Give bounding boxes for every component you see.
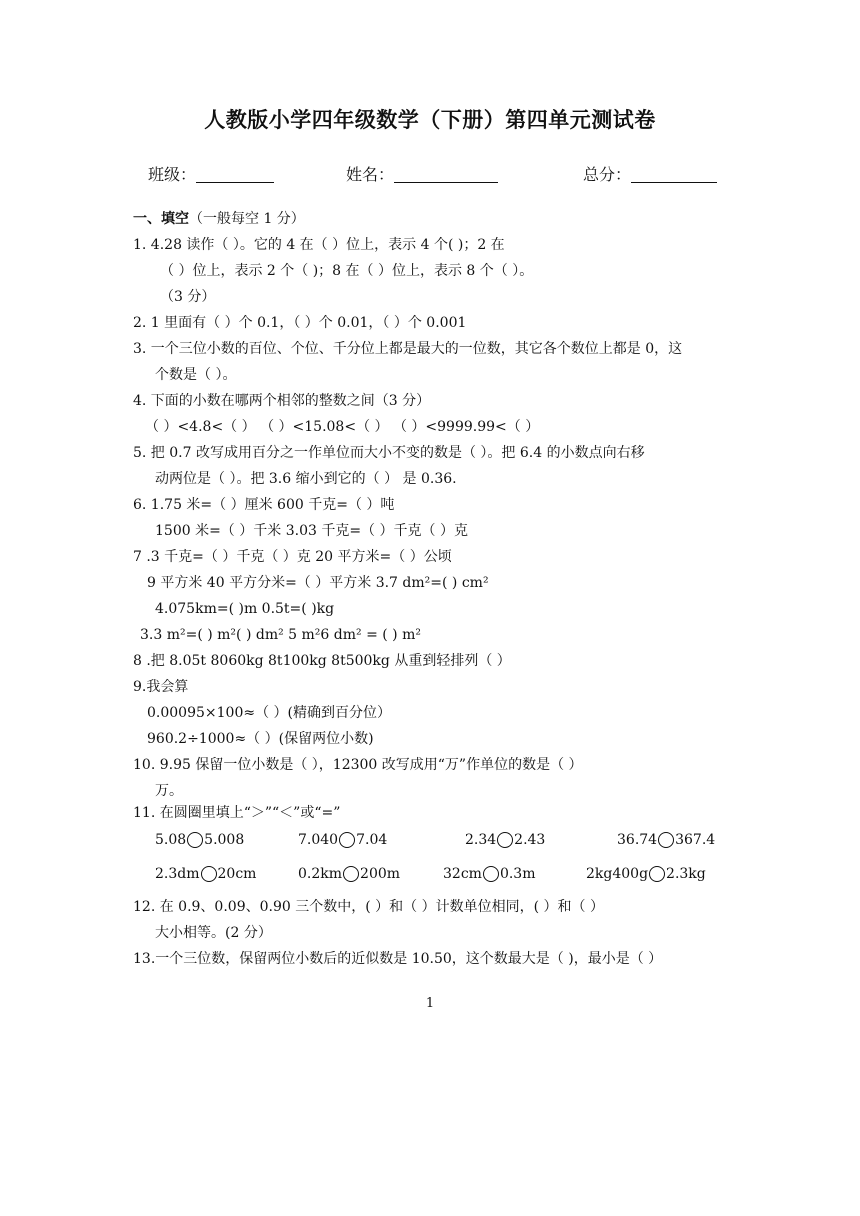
- question-line: 13.一个三位数，保留两位小数后的近似数是 10.50，这个数最大是（ )，最小是（ ）: [133, 951, 663, 967]
- question-line: （ ）位上，表示 2 个（ )；8 在（ ）位上，表示 8 个（ ）。: [160, 263, 534, 279]
- question-line: （ ）<4.8<（ ） （ ）<15.08<（ ） （ ）<9999.99<（ ）: [145, 419, 540, 435]
- section-note: （一般每空 1 分）: [189, 211, 305, 227]
- question-line: 0.00095×100≈（ ）(精确到百分位）: [147, 705, 391, 721]
- question-line: 4. 下面的小数在哪两个相邻的整数之间（3 分）: [133, 393, 431, 409]
- score-blank: [631, 166, 717, 183]
- score-field: [583, 162, 717, 185]
- question-line: 1. 4.28 读作（ ）。它的 4 在（ ）位上，表示 4 个( )；2 在: [133, 237, 505, 253]
- question-line: 个数是（ ）。: [155, 367, 237, 383]
- name-field: [346, 162, 498, 185]
- page-title: 人教版小学四年级数学（下册）第四单元测试卷: [204, 108, 656, 132]
- score-label: 总分：: [583, 165, 632, 184]
- question-line: 3. 一个三位小数的百位、个位、千分位上都是最大的一位数，其它各个数位上都是 0，这: [133, 341, 683, 357]
- compare-item: 2kg400g 2.3kg: [586, 866, 706, 882]
- name-label: 姓名：: [346, 165, 395, 184]
- question-line: 2. 1 里面有（ ）个 0.1，（ ）个 0.01，（ ）个 0.001: [133, 315, 467, 331]
- question-line: 9 平方米 40 平方分米=（ ）平方米 3.7 dm²=( ) cm²: [147, 575, 489, 591]
- question-line: 大小相等。(2 分）: [155, 925, 272, 941]
- class-label: 班级：: [148, 165, 197, 184]
- question-line: 动两位是（ ）。把 3.6 缩小到它的（ ） 是 0.36.: [155, 471, 457, 487]
- section-title: 一、填空: [133, 211, 189, 227]
- compare-item: 32cm 0.3m: [443, 866, 536, 882]
- question-line: 11. 在圆圈里填上“＞”“＜”或“=”: [133, 805, 341, 821]
- question-line: 7 .3 千克=（ ）千克（ ）克 20 平方米=（ ）公顷: [133, 549, 452, 565]
- compare-item: 2.3dm 20cm: [155, 866, 257, 882]
- class-field: [148, 162, 274, 185]
- compare-circle[interactable]: [187, 832, 203, 848]
- page-number: 1: [425, 996, 435, 1011]
- class-blank: [196, 166, 274, 183]
- compare-item: 2.34 2.43: [465, 832, 546, 848]
- name-blank: [394, 166, 498, 183]
- compare-item: 36.74 367.4: [617, 832, 716, 848]
- question-line: 6. 1.75 米=（ ）厘米 600 千克=（ ）吨: [133, 497, 395, 513]
- question-line: 12. 在 0.9、0.09、0.90 三个数中，( ）和（ ）计数单位相同，( ）和（ ）: [133, 899, 604, 915]
- question-line: 8 .把 8.05t 8060kg 8t100kg 8t500kg 从重到轻排列（ ）: [133, 653, 511, 669]
- compare-item: 7.040 7.04: [298, 832, 388, 848]
- compare-item: 5.08 5.008: [155, 832, 245, 848]
- compare-circle[interactable]: [497, 832, 513, 848]
- question-line: 4.075km=( )m 0.5t=( )kg: [155, 601, 335, 617]
- question-line: 9.我会算: [133, 679, 189, 695]
- question-line: 960.2÷1000≈（ ）(保留两位小数): [147, 731, 374, 747]
- question-line: 3.3 m²=( ) m²( ) dm² 5 m²6 dm² = ( ) m²: [140, 627, 421, 643]
- compare-circle[interactable]: [343, 866, 359, 882]
- compare-circle[interactable]: [649, 866, 665, 882]
- compare-circle[interactable]: [658, 832, 674, 848]
- section-heading: [133, 209, 305, 229]
- question-line: 1500 米=（ ）千米 3.03 千克=（ ）千克（ ）克: [155, 523, 468, 539]
- compare-circle[interactable]: [339, 832, 355, 848]
- compare-item: 0.2km 200m: [298, 866, 401, 882]
- question-line: （3 分）: [160, 289, 216, 305]
- compare-circle[interactable]: [483, 866, 499, 882]
- question-line: 10. 9.95 保留一位小数是（ ），12300 改写成用“万”作单位的数是（ ）: [133, 757, 583, 773]
- question-line: 5. 把 0.7 改写成用百分之一作单位而大小不变的数是（ ）。把 6.4 的小数点向右移: [133, 445, 645, 461]
- question-line: 万。: [155, 783, 183, 799]
- compare-circle[interactable]: [201, 866, 217, 882]
